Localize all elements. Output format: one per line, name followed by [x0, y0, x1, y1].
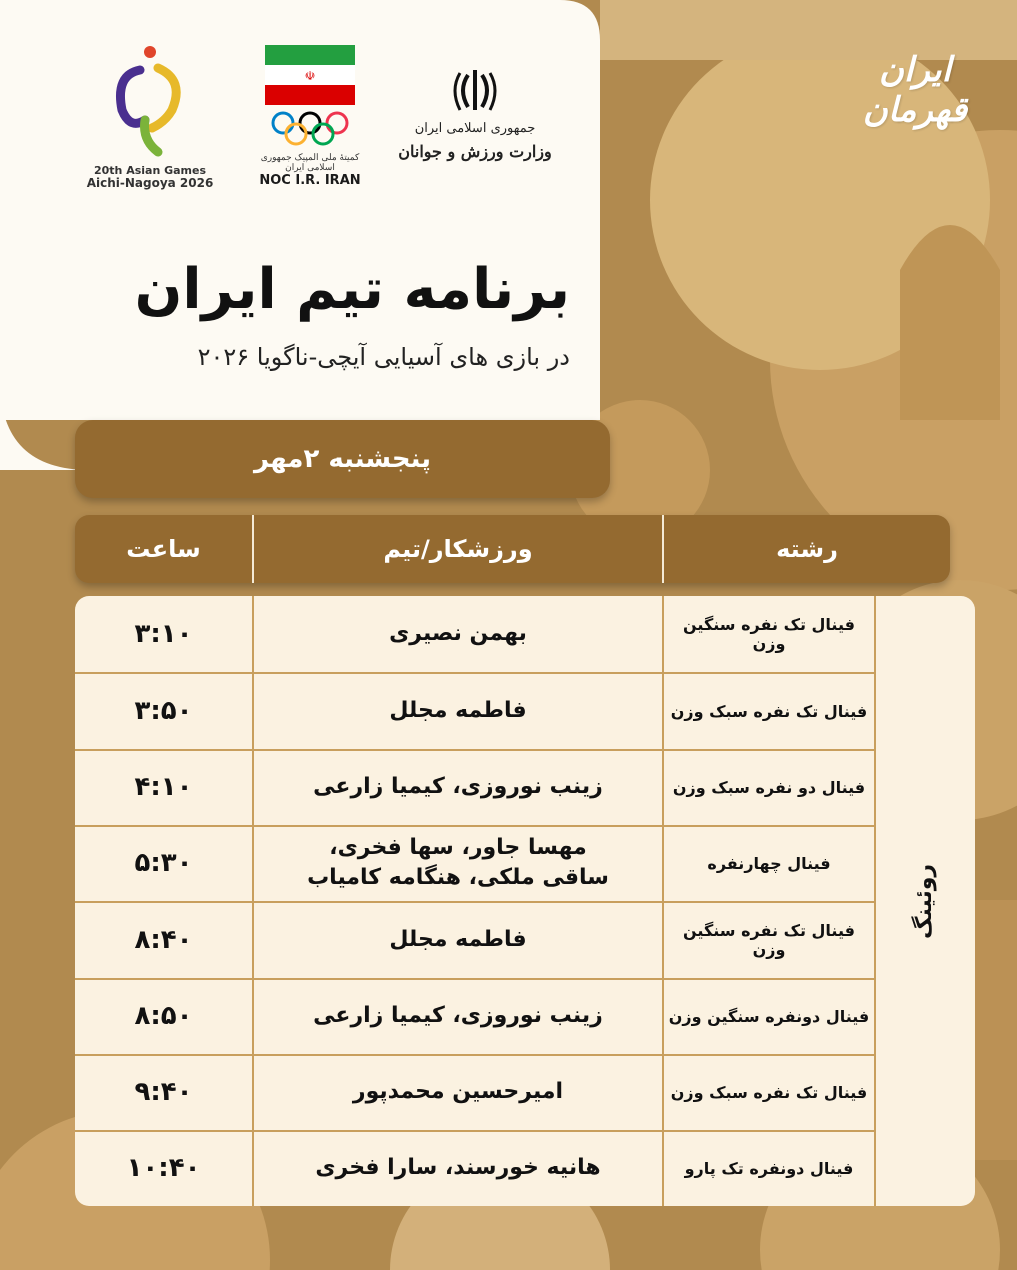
page-title: برنامه تیم ایران	[134, 257, 570, 322]
event-cell: فینال تک نفره سنگین وزن	[683, 921, 855, 959]
asian-games-logo	[80, 40, 220, 190]
athlete-cell: هانیه خورسند، سارا فخری	[315, 1155, 601, 1180]
sport-column	[875, 596, 975, 1206]
header-time: ساعت	[126, 535, 201, 563]
sport-label: روئینگ	[912, 863, 938, 939]
athlete-cell: فاطمه مجلل	[389, 927, 527, 952]
time-cell: ۹:۴۰	[134, 1077, 193, 1107]
event-cell: فینال دونفره تک پارو	[684, 1158, 854, 1178]
header-athlete: ورزشکار/تیم	[383, 535, 533, 563]
table-row	[75, 1130, 875, 1206]
iran-flag-icon	[265, 45, 355, 105]
time-cell: ۱۰:۴۰	[126, 1153, 201, 1183]
table-row	[75, 596, 875, 672]
asian-games-emblem-icon	[110, 40, 190, 160]
time-cell: ۳:۱۰	[134, 619, 193, 649]
asian-games-caption-2: Aichi-Nagoya 2026	[86, 176, 214, 190]
ministry-caption-2: وزارت ورزش و جوانان	[398, 142, 552, 161]
time-cell: ۵:۳۰	[134, 848, 193, 878]
athlete-cell: زینب نوروزی، کیمیا زارعی	[313, 1003, 603, 1028]
table-row	[75, 673, 875, 749]
noc-caption: NOC I.R. IRAN	[259, 173, 361, 188]
table-row	[75, 1054, 875, 1130]
noc-persian-caption: کمیتهٔ ملی المپیک جمهوری اسلامی ایران	[260, 153, 360, 173]
time-cell: ۴:۱۰	[134, 772, 193, 802]
brand-watermark: ایران قهرمان	[862, 50, 968, 130]
event-cell: فینال تک نفره سبک وزن	[670, 1082, 868, 1102]
table-header	[75, 515, 950, 583]
noc-logo	[255, 45, 365, 188]
athlete-cell: فاطمه مجلل	[389, 698, 527, 723]
olympic-rings-icon	[265, 109, 355, 149]
athlete-cell: امیرحسین محمدپور	[352, 1079, 564, 1104]
event-cell: فینال دو نفره سبک وزن	[672, 777, 866, 797]
iran-emblem-icon	[450, 65, 500, 115]
event-cell: فینال دونفره سنگین وزن	[668, 1006, 870, 1026]
date-banner: پنجشنبه ۲مهر	[75, 420, 610, 498]
svg-text:☫: ☫	[304, 69, 316, 83]
header-discipline: رشته	[776, 535, 838, 563]
table-row	[75, 749, 875, 825]
schedule-table	[75, 596, 975, 1206]
asian-games-caption-1: 20th Asian Games	[93, 164, 207, 177]
athlete-cell: بهمن نصیری	[389, 621, 527, 646]
event-cell: فینال تک نفره سبک وزن	[670, 701, 868, 721]
event-cell: فینال چهارنفره	[707, 853, 831, 873]
table-row	[75, 825, 875, 901]
page-subtitle: در بازی های آسیایی آیچی-ناگویا ۲۰۲۶	[197, 343, 570, 371]
time-cell: ۸:۴۰	[134, 925, 193, 955]
event-cell: فینال تک نفره سنگین وزن	[683, 615, 855, 653]
ministry-caption-1: جمهوری اسلامی ایران	[414, 121, 536, 136]
time-cell: ۳:۵۰	[134, 696, 193, 726]
time-cell: ۸:۵۰	[134, 1001, 193, 1031]
athlete-cell: زینب نوروزی، کیمیا زارعی	[313, 774, 603, 799]
table-row	[75, 902, 875, 978]
ministry-logo	[385, 65, 565, 161]
athlete-cell: مهسا جاور، سها فخری، ساقی ملکی، هنگامه کامیاب	[307, 835, 609, 890]
table-row	[75, 978, 875, 1054]
